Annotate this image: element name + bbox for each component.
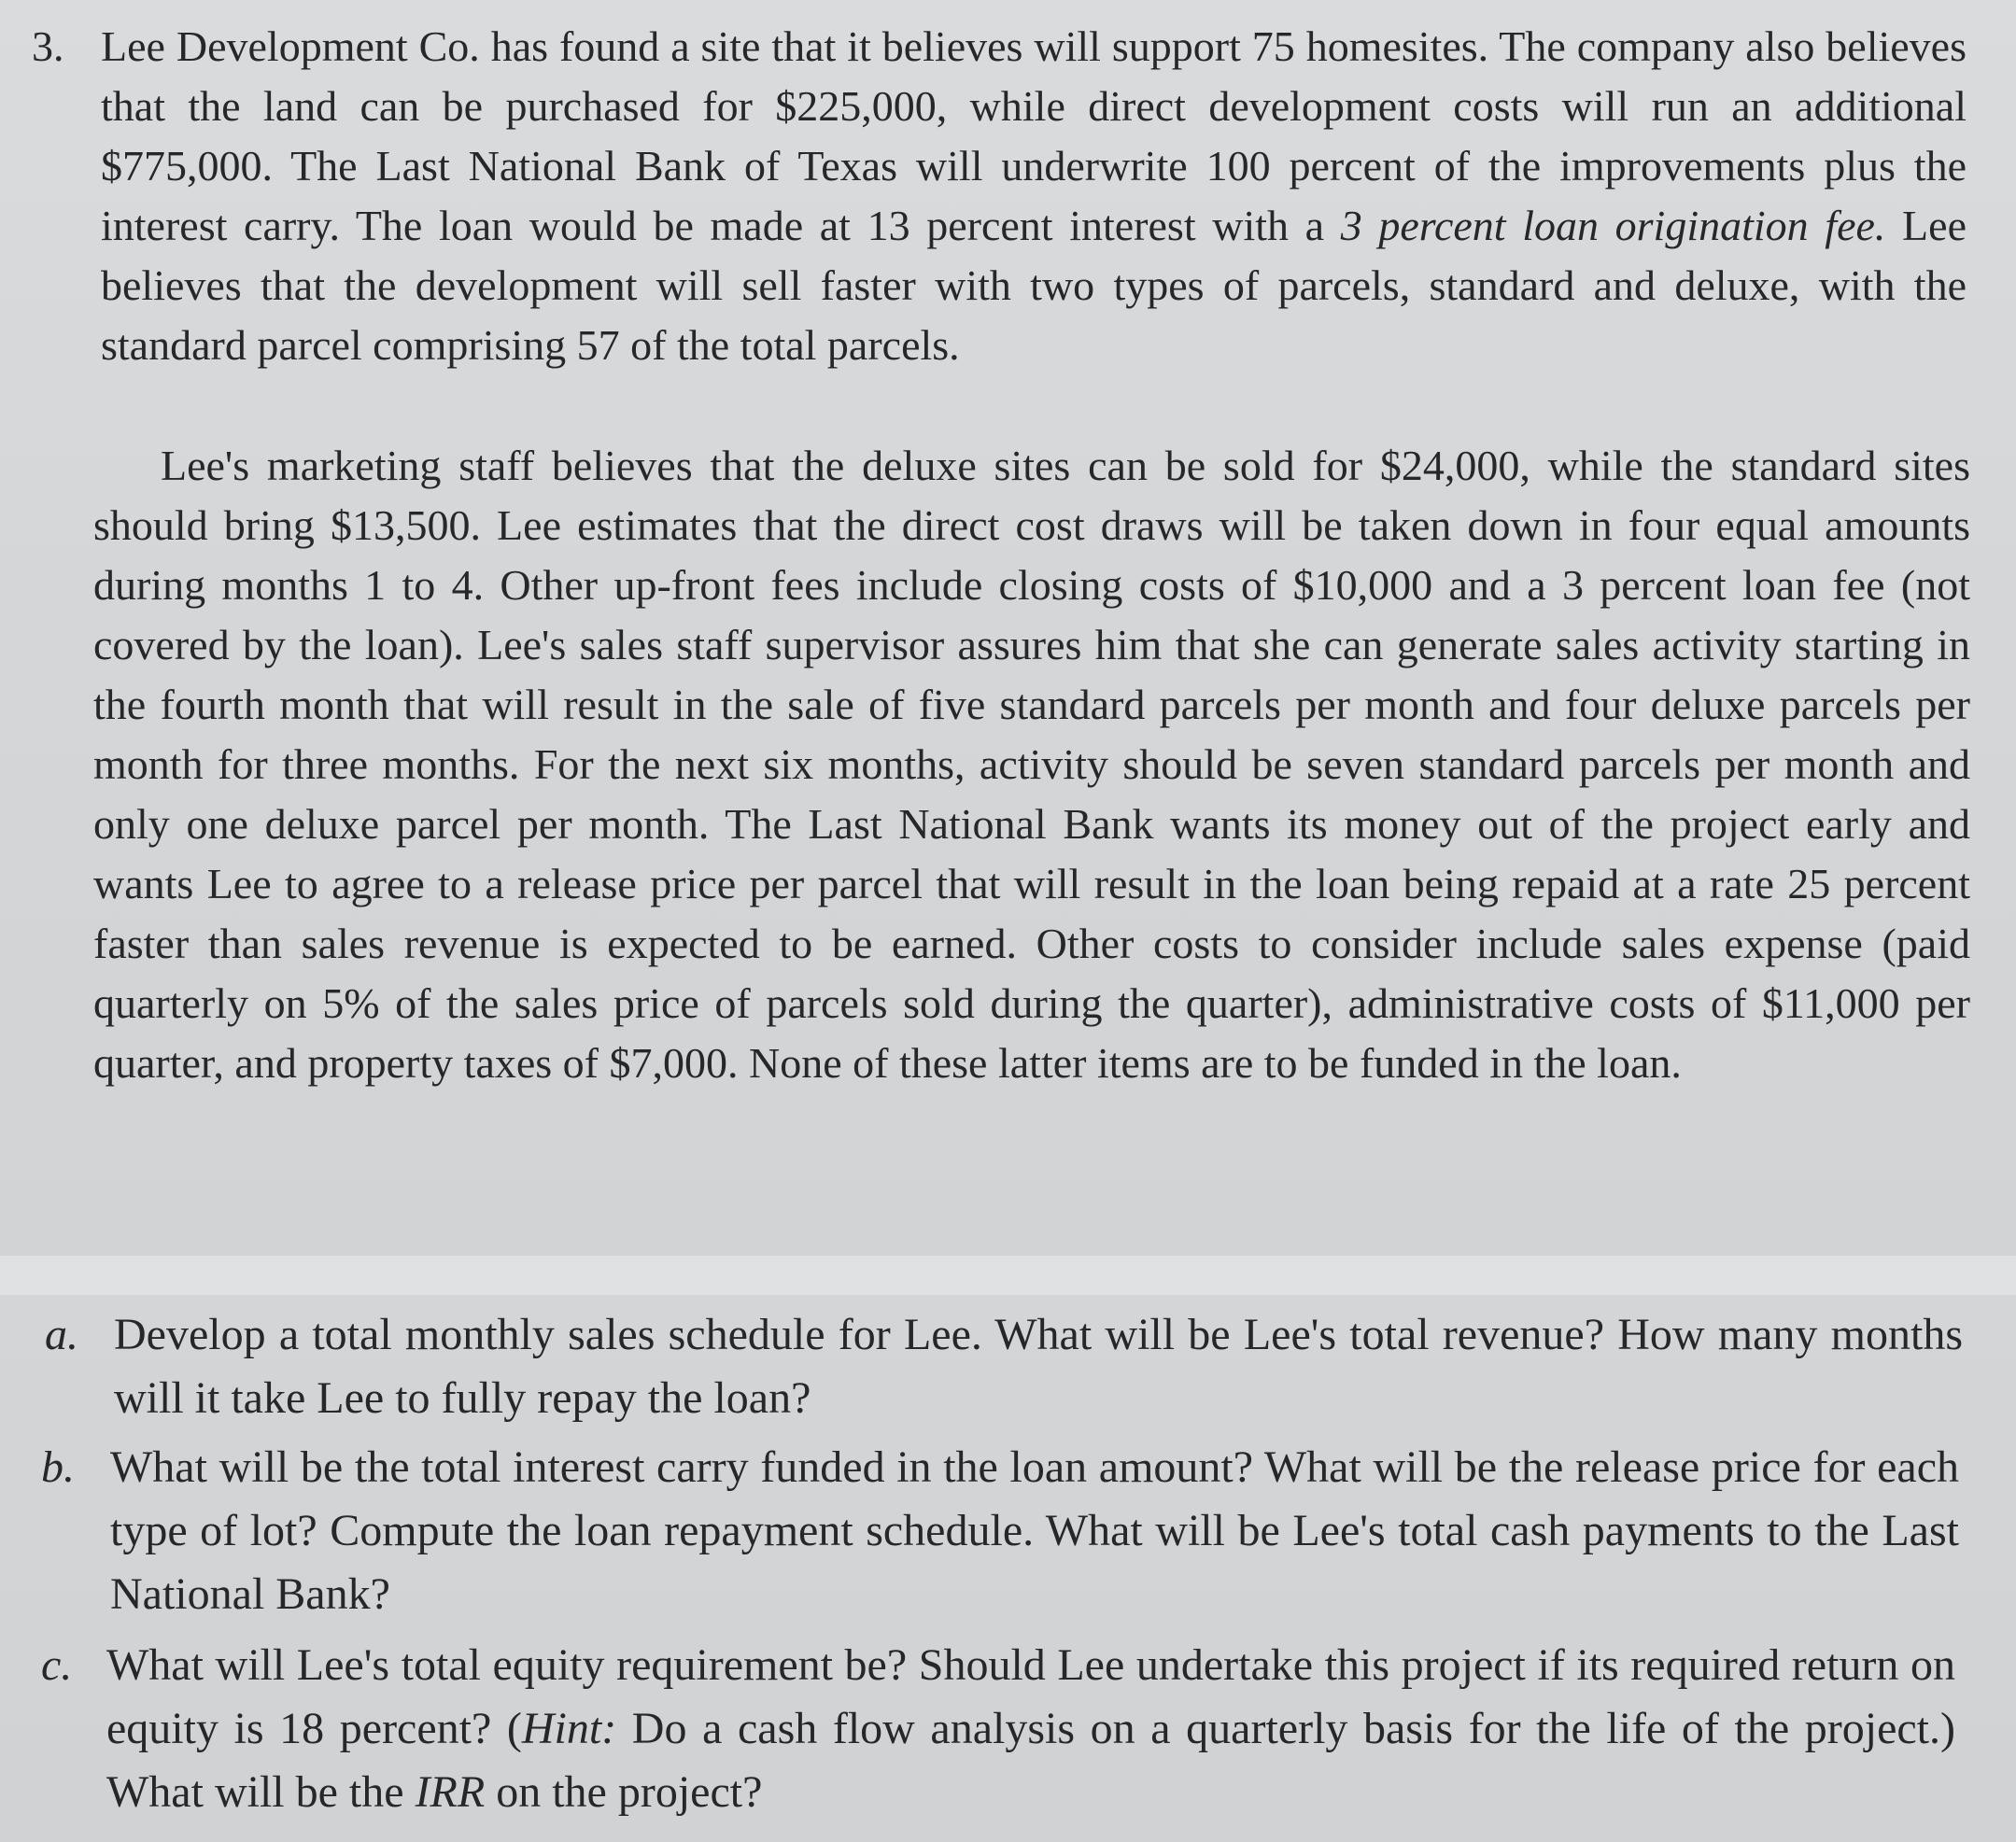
question-c-part-2: Do a cash flow analysis on a quarterly basis for the life of the project.) What will be the [106, 1704, 1955, 1817]
hint-label: Hint: [521, 1704, 617, 1753]
paragraph-1-text-start: Lee Development Co. has found a site that it believes will support 75 homesites. The company also believes that the land can be purchased for $225,000, while direct development costs will run an additional $775,000. The Last National Bank of Texas will underwrite 100 percent of the improvements plus the interest carry. The loan would be made at 13 percent interest with a [101, 22, 1967, 249]
question-c-text [106, 1634, 1955, 1824]
question-b-label: b. [41, 1442, 75, 1492]
question-a-text: Develop a total monthly sales schedule for Lee. What will be Lee's total revenue? How many months will it take Lee to fully repay the loan? [114, 1310, 1963, 1423]
question-a-label: a. [45, 1310, 78, 1359]
question-c-part-3: on the project? [485, 1767, 763, 1817]
section-divider [0, 1256, 2016, 1295]
question-c-part-1: What will Lee's total equity requirement be? Should Lee undertake this project if its required return on equity is 18 percent? ( [106, 1640, 1955, 1753]
irr-term: IRR [415, 1767, 486, 1817]
loan-fee-emphasis: 3 percent loan origination fee. [1340, 202, 1886, 249]
problem-number: 3. [32, 22, 64, 70]
problem-paragraph-1 [101, 17, 1967, 375]
question-b-text: What will be the total interest carry funded in the loan amount? What will be the release price for each type of lot? Compute the loan repayment schedule. What will be Lee's total cash payments to the Last National Bank? [110, 1442, 1959, 1619]
problem-paragraph-2: Lee's marketing staff believes that the deluxe sites can be sold for $24,000, while the standard sites should bring $13,500. Lee estimates that the direct cost draws will be taken down in four equal amounts during months 1 to 4. Other up-front fees include closing costs of $10,000 and a 3 percent loan fee (not covered by the loan). Lee's sales staff supervisor assures him that she can generate sales activity starting in the fourth month that will result in the sale of five standard parcels per month and four deluxe parcels per month for three months. For the next six months, activity should be seven standard parcels per month and only one deluxe parcel per month. The Last National Bank wants its money out of the project early and wants Lee to agree to a release price per parcel that will result in the loan being repaid at a rate 25 percent faster than sales revenue is expected to be earned. Other costs to consider include sales expense (paid quarterly on 5% of the sales price of parcels sold during the quarter), administrative costs of $11,000 per quarter, and property taxes of $7,000. None of these latter items are to be funded in the loan. [93, 442, 1970, 1087]
question-c-label: c. [41, 1640, 73, 1690]
paragraph-1-text-end: Lee believes that the development will sell faster with two types of parcels, standard and deluxe, with the standard parcel comprising 57 of the total parcels. [101, 202, 1967, 369]
